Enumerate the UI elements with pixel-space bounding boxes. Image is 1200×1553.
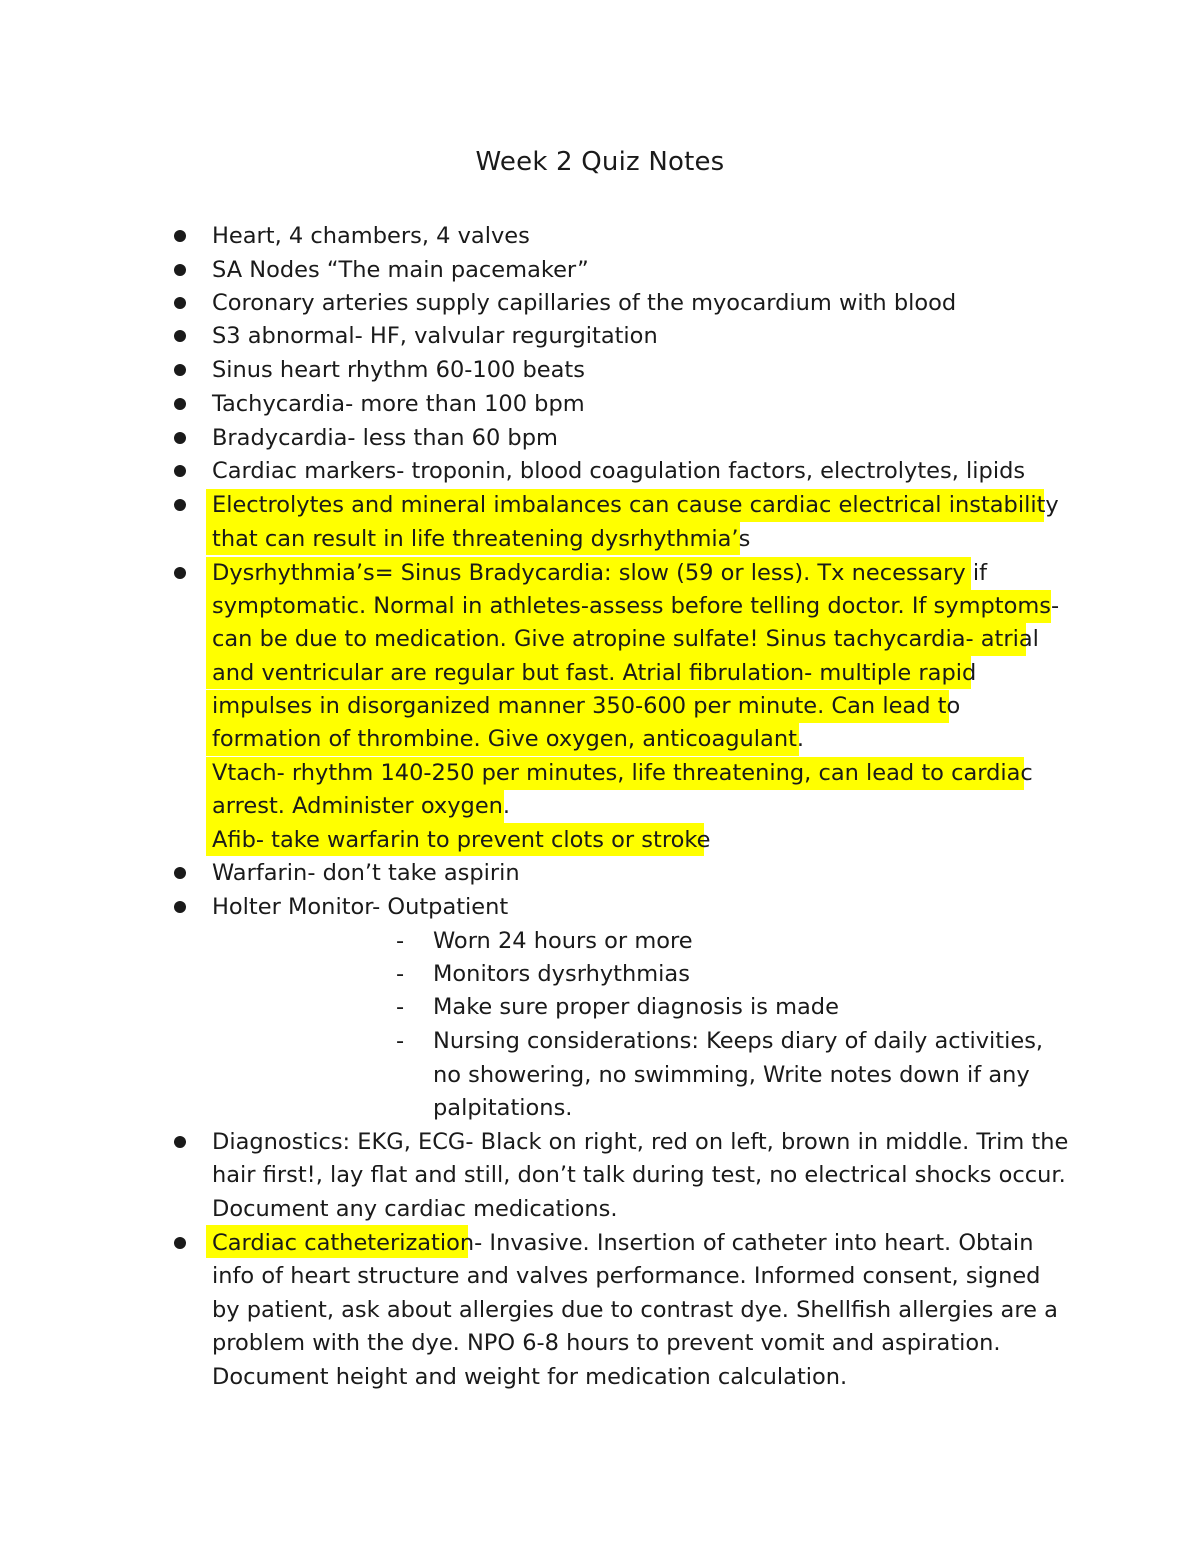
sub-list-item-line: no showering, no swimming, Write notes down if any bbox=[433, 1062, 1030, 1088]
sub-list-item-line: palpitations. bbox=[433, 1095, 573, 1121]
list-item-line: hair first!, lay flat and still, don’t talk during test, no electrical shocks occur. bbox=[212, 1162, 1066, 1188]
dash-bullet: - bbox=[396, 1028, 405, 1054]
list-item-line: symptomatic. Normal in athletes-assess before telling doctor. If symptoms- bbox=[212, 593, 1060, 619]
list-item: Holter Monitor- Outpatient bbox=[212, 894, 509, 920]
bullet-icon bbox=[174, 330, 186, 342]
bullet-icon bbox=[174, 901, 186, 913]
list-item-line: info of heart structure and valves performance. Informed consent, signed bbox=[212, 1263, 1041, 1289]
list-item-line: Afib- take warfarin to prevent clots or stroke bbox=[212, 827, 711, 853]
list-item-line: can be due to medication. Give atropine sulfate! Sinus tachycardia- atrial bbox=[212, 626, 1039, 652]
list-item: Coronary arteries supply capillaries of the myocardium with blood bbox=[212, 290, 957, 316]
bullet-icon bbox=[174, 364, 186, 376]
list-item: SA Nodes “The main pacemaker” bbox=[212, 257, 589, 283]
list-item-text: - Invasive. Insertion of catheter into heart. Obtain bbox=[474, 1230, 1034, 1256]
list-item-line bbox=[212, 1226, 1033, 1260]
bullet-icon bbox=[174, 1237, 186, 1249]
bullet-icon bbox=[174, 264, 186, 276]
bullet-icon bbox=[174, 297, 186, 309]
list-item-line: Document height and weight for medication calculation. bbox=[212, 1364, 848, 1390]
list-item-line: formation of thrombine. Give oxygen, anticoagulant. bbox=[212, 726, 805, 752]
list-item-line: Document any cardiac medications. bbox=[212, 1196, 618, 1222]
bullet-icon bbox=[174, 1136, 186, 1148]
list-item-line: arrest. Administer oxygen. bbox=[212, 793, 511, 819]
list-item: S3 abnormal- HF, valvular regurgitation bbox=[212, 323, 658, 349]
list-item-line: problem with the dye. NPO 6-8 hours to prevent vomit and aspiration. bbox=[212, 1330, 1001, 1356]
list-item: Cardiac markers- troponin, blood coagulation factors, electrolytes, lipids bbox=[212, 458, 1026, 484]
sub-list-item: Worn 24 hours or more bbox=[433, 928, 693, 954]
sub-list-item: Monitors dysrhythmias bbox=[433, 961, 690, 987]
sub-list-item: Make sure proper diagnosis is made bbox=[433, 994, 839, 1020]
bullet-icon bbox=[174, 230, 186, 242]
dash-bullet: - bbox=[396, 961, 405, 987]
list-item-line: Dysrhythmia’s= Sinus Bradycardia: slow (59 or less). Tx necessary if bbox=[212, 560, 988, 586]
bullet-icon bbox=[174, 867, 186, 879]
bullet-icon bbox=[174, 567, 186, 579]
bullet-icon bbox=[174, 465, 186, 477]
list-item: Heart, 4 chambers, 4 valves bbox=[212, 223, 530, 249]
list-item-line: and ventricular are regular but fast. Atrial fibrulation- multiple rapid bbox=[212, 660, 977, 686]
list-item: Sinus heart rhythm 60-100 beats bbox=[212, 357, 585, 383]
list-item-line: by patient, ask about allergies due to contrast dye. Shellfish allergies are a bbox=[212, 1297, 1058, 1323]
list-item-line: Vtach- rhythm 140-250 per minutes, life threatening, can lead to cardiac bbox=[212, 760, 1033, 786]
list-item-line: that can result in life threatening dysrhythmia’s bbox=[212, 526, 751, 552]
dash-bullet: - bbox=[396, 994, 405, 1020]
bullet-icon bbox=[174, 432, 186, 444]
bullet-icon bbox=[174, 499, 186, 511]
bullet-icon bbox=[174, 398, 186, 410]
dash-bullet: - bbox=[396, 928, 405, 954]
list-item: Bradycardia- less than 60 bpm bbox=[212, 425, 558, 451]
list-item-line: Diagnostics: EKG, ECG- Black on right, red on left, brown in middle. Trim the bbox=[212, 1129, 1069, 1155]
list-item: Tachycardia- more than 100 bpm bbox=[212, 391, 585, 417]
list-item-line: Electrolytes and mineral imbalances can cause cardiac electrical instability bbox=[212, 492, 1059, 518]
list-item: Warfarin- don’t take aspirin bbox=[212, 860, 520, 886]
list-item-line: impulses in disorganized manner 350-600 per minute. Can lead to bbox=[212, 693, 961, 719]
page-title: Week 2 Quiz Notes bbox=[475, 147, 725, 177]
highlighted-term: Cardiac catheterization bbox=[212, 1230, 475, 1256]
sub-list-item-line: Nursing considerations: Keeps diary of daily activities, bbox=[433, 1028, 1044, 1054]
